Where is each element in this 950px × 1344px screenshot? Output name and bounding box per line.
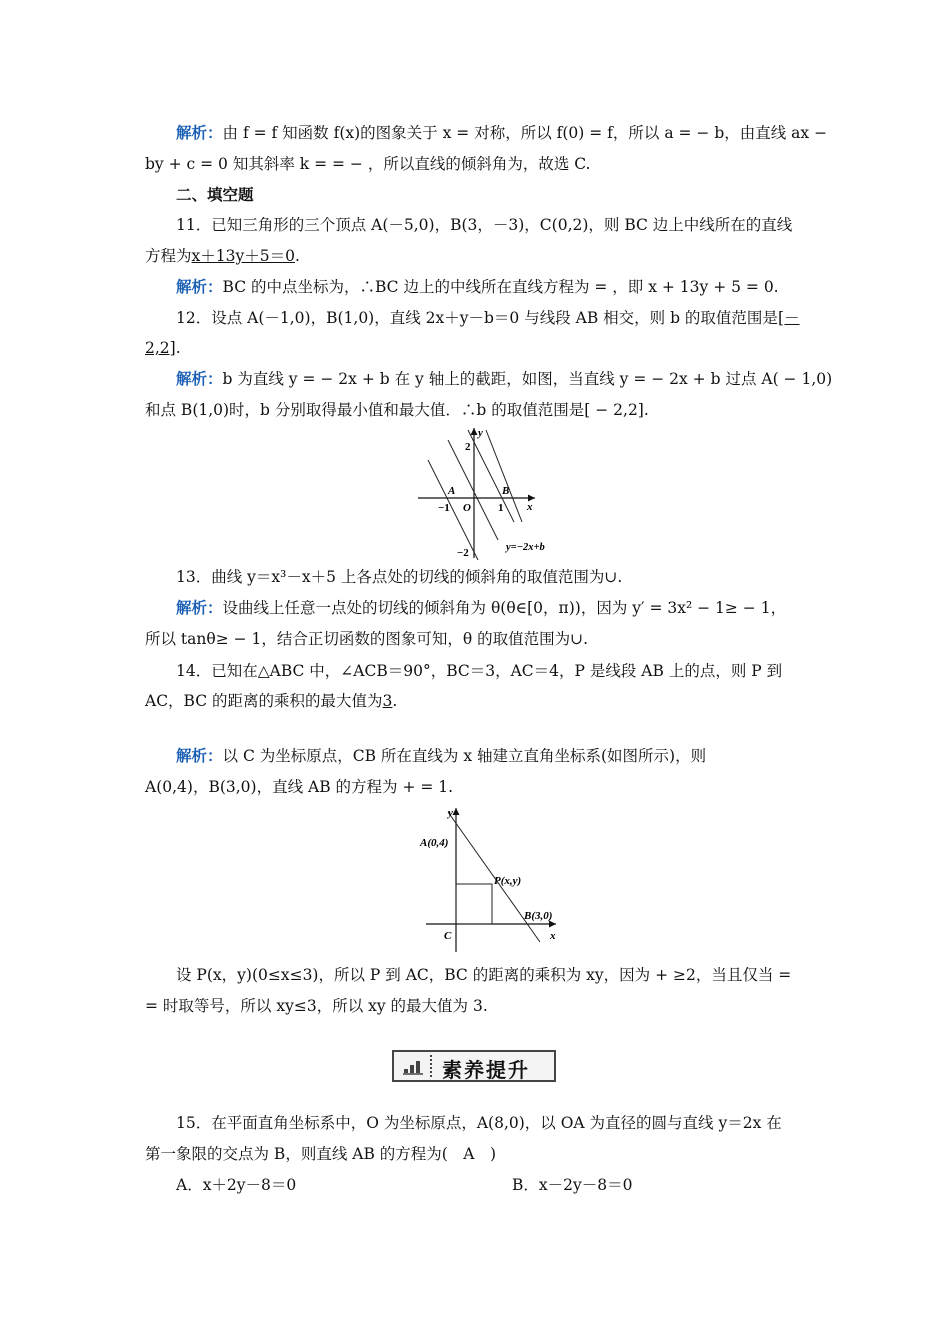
label-B: B(3,0) — [524, 910, 553, 922]
solution-label: 解析： — [176, 598, 223, 617]
question-13: 13．曲线 y＝x³－x＋5 上各点处的切线的倾斜角的取值范围为∪. — [176, 568, 623, 586]
answer-11: x＋13y＋5＝0 — [191, 247, 295, 265]
solution-12-line-1: 解析：b 为直线 y = − 2x + b 在 y 轴上的截距，如图，当直线 y = − 2x + b 过点 A( − 1,0) — [176, 369, 833, 388]
solution-13-line-2: 所以 tanθ≥ − 1，结合正切函数的图象可知，θ 的取值范围为∪. — [145, 630, 589, 648]
label-equation: y=−2x+b — [506, 542, 545, 553]
label-x: x — [527, 501, 533, 513]
solution-11: 解析：BC 的中点坐标为，∴BC 边上的中线所在直线方程为 = ，即 x + 13y + 5 = 0. — [176, 277, 779, 296]
label-A: A — [448, 485, 456, 497]
label-C: C — [444, 930, 452, 942]
question-14-line-2: AC，BC 的距离的乘积的最大值为3. — [145, 692, 398, 710]
solution-14-line-4: = 时取等号，所以 xy≤3，所以 xy 的最大值为 3. — [145, 997, 488, 1015]
solution-label: 解析： — [176, 746, 223, 765]
label-2: 2 — [465, 441, 471, 453]
section-banner — [392, 1050, 556, 1082]
question-14-line-1: 14．已知在△ABC 中，∠ACB＝90°，BC＝3，AC＝4，P 是线段 AB 上的点，则 P 到 — [176, 662, 783, 680]
section-heading: 二、填空题 — [176, 185, 254, 204]
label-minus-1: −1 — [438, 502, 450, 514]
figure-triangle-graph — [418, 804, 568, 954]
question-15-line-2: 第一象限的交点为 B，则直线 AB 的方程为( A ) — [145, 1145, 497, 1163]
solution-12-line-2: 和点 B(1,0)时，b 分别取得最小值和最大值．∴b 的取值范围是[ − 2,2]. — [145, 401, 649, 419]
question-12-line-2: 2,2]. — [145, 339, 181, 357]
question-15-line-1: 15．在平面直角坐标系中，O 为坐标原点，A(8,0)，以 OA 为直径的圆与直线 y＝2x 在 — [176, 1114, 782, 1132]
question-12-line-1: 12．设点 A(－1,0)，B(1,0)，直线 2x＋y－b＝0 与线段 AB 相交，则 b 的取值范围是[－ — [176, 309, 800, 327]
label-P: P(x,y) — [494, 875, 522, 887]
chart-icon — [402, 1057, 424, 1075]
label-minus-2: −2 — [457, 547, 469, 559]
rectangle-P — [456, 884, 492, 924]
label-A: A(0,4) — [420, 837, 449, 849]
solution-14-line-2: A(0,4)，B(3,0)，直线 AB 的方程为 + = 1. — [145, 778, 454, 796]
solution-10-line-1: 解析：由 f = f 知函数 f(x)的图象关于 x = 对称，所以 f(0) = f，所以 a = − b，由直线 ax − — [176, 123, 828, 142]
question-11-line-2: 方程为x＋13y＋5＝0. — [145, 247, 300, 265]
solution-label: 解析： — [176, 277, 223, 296]
solution-label: 解析： — [176, 123, 223, 142]
option-B: B．x－2y－8＝0 — [512, 1176, 633, 1194]
label-1: 1 — [498, 502, 504, 514]
banner-divider — [430, 1055, 432, 1077]
graph-line-2 — [448, 440, 498, 540]
solution-13-line-1: 解析：设曲线上任意一点处的切线的倾斜角为 θ(θ∈[0，π))，因为 y′ = 3x² − 1≥ − 1， — [176, 598, 787, 617]
question-11-line-1: 11．已知三角形的三个顶点 A(－5,0)，B(3，－3)，C(0,2)，则 BC 边上中线所在的直线 — [176, 216, 793, 234]
figure-lines-graph — [410, 424, 580, 564]
answer-12-part-2: 2,2] — [145, 339, 176, 357]
solution-10-line-2: by + c = 0 知其斜率 k = = − ，所以直线的倾斜角为，故选 C. — [145, 155, 591, 173]
banner-title: 素养提升 — [442, 1058, 530, 1082]
solution-label: 解析： — [176, 369, 223, 388]
option-A: A．x＋2y－8＝0 — [176, 1176, 297, 1194]
label-y: y — [478, 427, 483, 439]
label-y: y — [448, 807, 453, 819]
answer-14: 3 — [382, 692, 393, 710]
answer-12-part-1: [－ — [777, 309, 800, 327]
label-x: x — [550, 930, 556, 942]
label-O: O — [463, 502, 471, 514]
label-B: B — [502, 485, 510, 497]
solution-14-line-1: 解析：以 C 为坐标原点，CB 所在直线为 x 轴建立直角坐标系(如图所示)，则 — [176, 746, 707, 765]
solution-14-line-3: 设 P(x，y)(0≤x≤3)，所以 P 到 AC，BC 的距离的乘积为 xy，因为 + ≥2，当且仅当 = — [176, 966, 792, 984]
